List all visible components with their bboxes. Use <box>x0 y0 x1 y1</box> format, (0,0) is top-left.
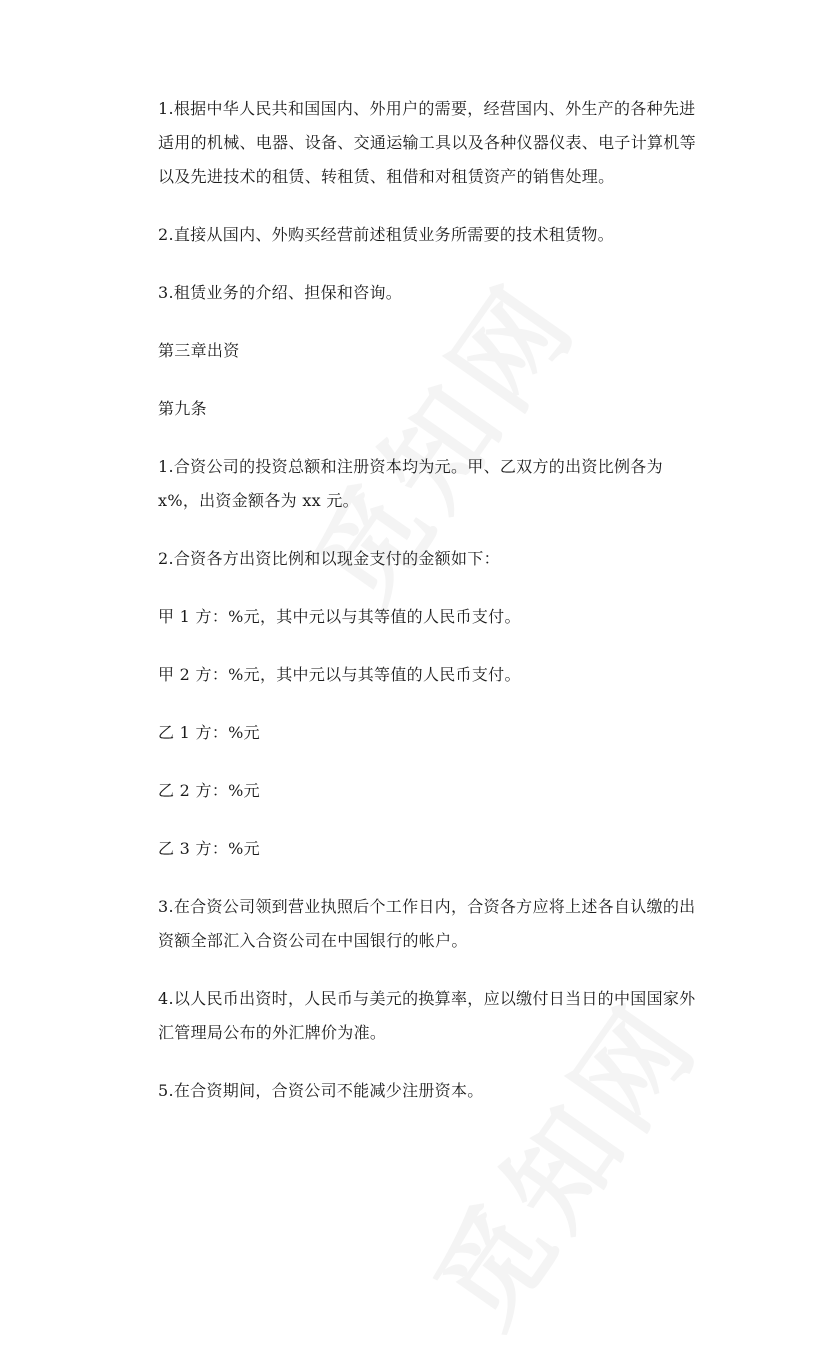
paragraph-business-scope-1: 1.根据中华人民共和国国内、外用户的需要，经营国内、外生产的各种先进适用的机械、电器、设备、交通运输工具以及各种仪器仪表、电子计算机等以及先进技术的租赁、转租赁、租借和对租赁资产的销售处理。 <box>158 99 696 186</box>
paragraph-investment-total: 1.合资公司的投资总额和注册资本均为元。甲、乙双方的出资比例各为x%，出资金额各为 xx 元。 <box>158 457 663 510</box>
chapter-heading: 第三章出资 <box>158 341 240 360</box>
contribution-party-b3: 乙 3 方：%元 <box>158 839 260 858</box>
article-heading: 第九条 <box>158 399 207 418</box>
paragraph-capital-reduction: 5.在合资期间，合资公司不能减少注册资本。 <box>158 1081 484 1100</box>
contribution-party-a1: 甲 1 方：%元，其中元以与其等值的人民币支付。 <box>158 607 521 626</box>
contribution-party-b2: 乙 2 方：%元 <box>158 781 260 800</box>
contribution-party-b1: 乙 1 方：%元 <box>158 723 260 742</box>
paragraph-contribution-intro: 2.合资各方出资比例和以现金支付的金额如下： <box>158 549 500 568</box>
paragraph-business-scope-2: 2.直接从国内、外购买经营前述租赁业务所需要的技术租赁物。 <box>158 225 614 244</box>
paragraph-business-scope-3: 3.租赁业务的介绍、担保和咨询。 <box>158 283 403 302</box>
contribution-party-a2: 甲 2 方：%元，其中元以与其等值的人民币支付。 <box>158 665 521 684</box>
document-body <box>158 92 698 1132</box>
paragraph-payment-deadline: 3.在合资公司领到营业执照后个工作日内，合资各方应将上述各自认缴的出资额全部汇入合资公司在中国银行的帐户。 <box>158 897 696 950</box>
paragraph-exchange-rate: 4.以人民币出资时，人民币与美元的换算率，应以缴付日当日的中国国家外汇管理局公布的外汇牌价为准。 <box>158 989 696 1042</box>
